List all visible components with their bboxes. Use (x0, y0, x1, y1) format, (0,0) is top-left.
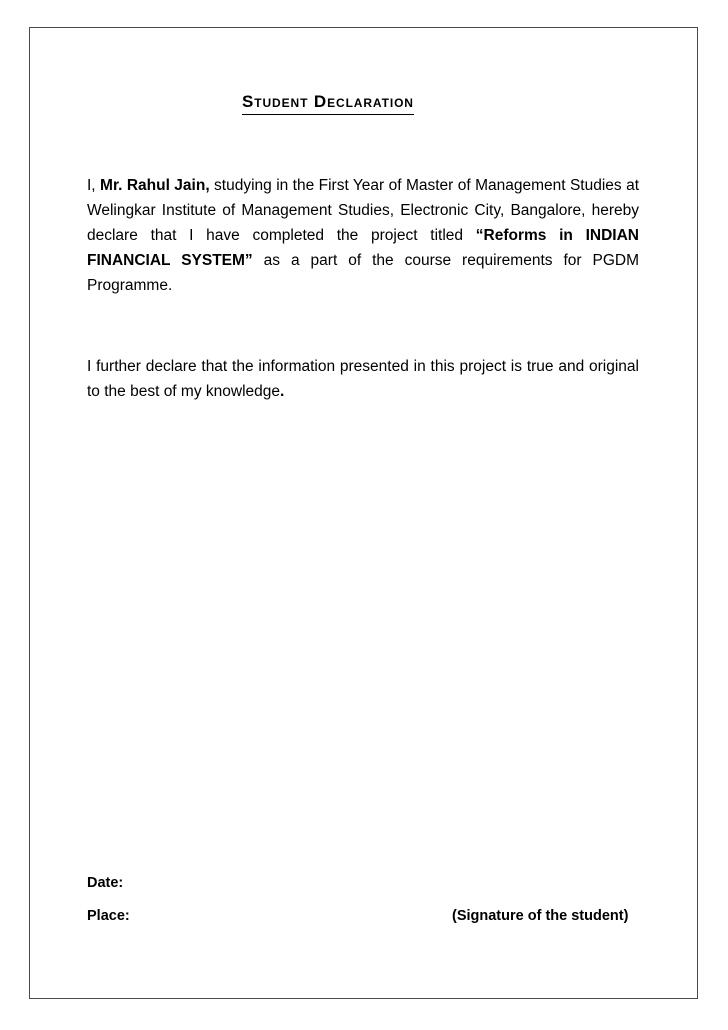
declaration-intro: I, (87, 177, 101, 194)
further-declaration-text: I further declare that the information presented in this project is true and original to the best of my knowledge (87, 358, 639, 400)
page-title: Student Declaration (242, 92, 414, 115)
place-label: Place: (87, 908, 130, 924)
further-declaration-end-mark: . (280, 383, 285, 400)
date-label: Date: (87, 875, 124, 891)
signature-label: (Signature of the student) (452, 908, 629, 924)
student-name: Mr. Rahul Jain, (100, 177, 210, 194)
declaration-text-1: studying in the First Year of Master of Management Studies at Welingkar Institute of Management Studies, Electronic City, Bangalore, hereby declare that I have completed the project titled (87, 177, 640, 244)
declaration-text-2: as a part of the course requirements for PGDM Programme. (87, 252, 640, 294)
project-title: “Reforms in INDIAN FINANCIAL SYSTEM” (87, 227, 639, 269)
further-declaration-paragraph (87, 354, 639, 404)
declaration-paragraph (87, 173, 639, 298)
